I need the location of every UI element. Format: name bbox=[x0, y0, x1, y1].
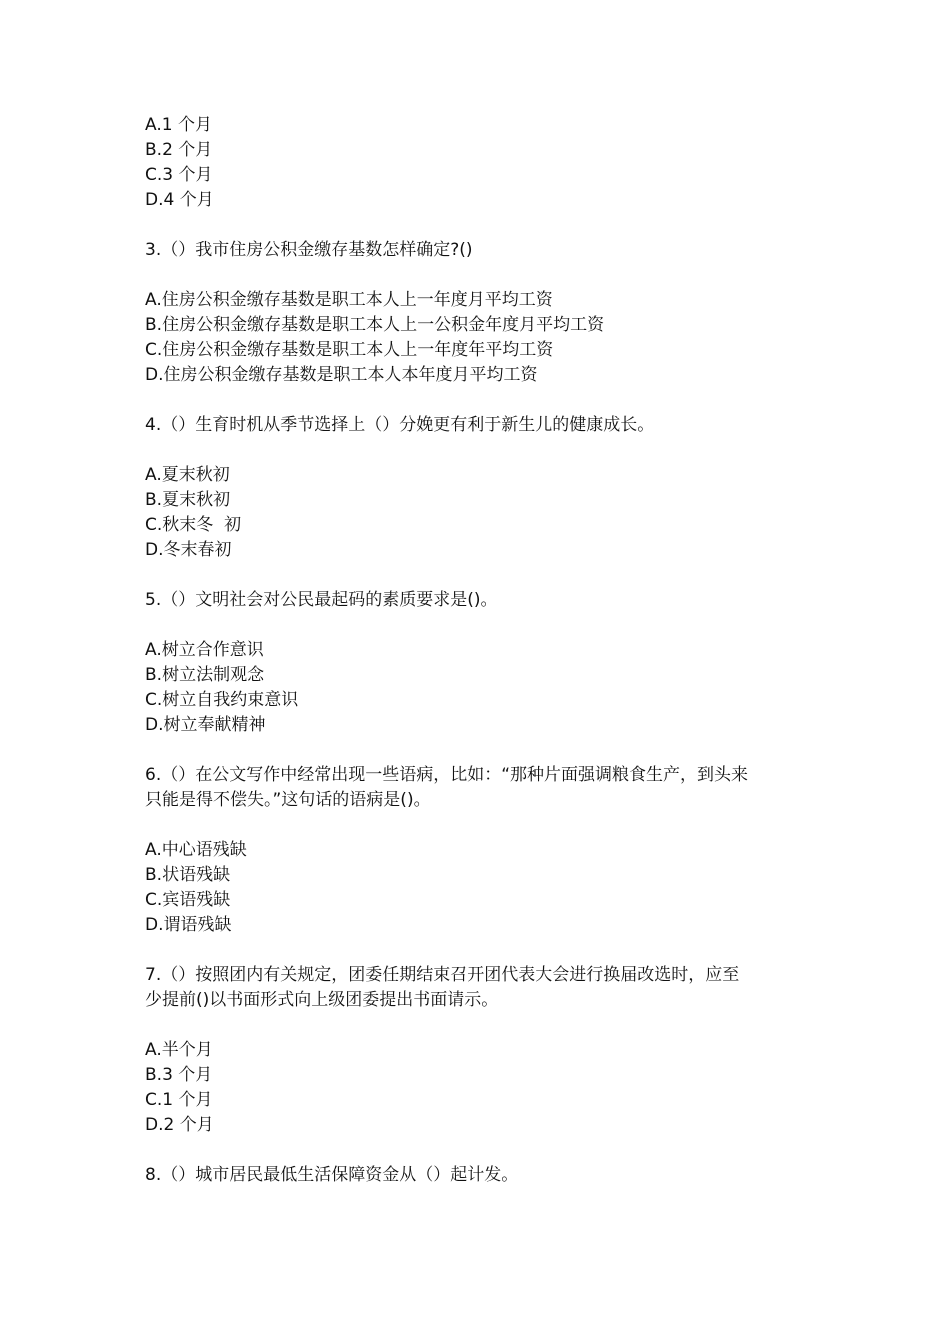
spacer bbox=[145, 813, 815, 838]
option-d: D.2 个月 bbox=[145, 1115, 214, 1135]
question-8: 8.（）城市居民最低生活保障资金从（）起计发。 bbox=[145, 1165, 519, 1185]
option-c: C.秋末冬 初 bbox=[145, 515, 242, 535]
option-b: B.状语残缺 bbox=[145, 865, 231, 885]
option-a: A.夏末秋初 bbox=[145, 465, 230, 485]
option-b: B.2 个月 bbox=[145, 140, 213, 160]
question-list bbox=[145, 113, 815, 1188]
question-6 bbox=[145, 763, 815, 813]
question-line: 6.（）在公文写作中经常出现一些语病，比如：“那种片面强调粮食生产，到头来 bbox=[145, 765, 749, 785]
option-b: B.树立法制观念 bbox=[145, 665, 265, 685]
spacer bbox=[145, 1138, 815, 1163]
question-line: 7.（）按照团内有关规定，团委任期结束召开团代表大会进行换届改选时，应至 bbox=[145, 965, 740, 985]
option-c: C.住房公积金缴存基数是职工本人上一年度年平均工资 bbox=[145, 340, 554, 360]
spacer bbox=[145, 563, 815, 588]
spacer bbox=[145, 613, 815, 638]
spacer bbox=[145, 738, 815, 763]
option-d: D.冬末春初 bbox=[145, 540, 232, 560]
options-q3 bbox=[145, 288, 815, 388]
spacer bbox=[145, 938, 815, 963]
options-q2 bbox=[145, 113, 815, 213]
question-4: 4.（）生育时机从季节选择上（）分娩更有利于新生儿的健康成长。 bbox=[145, 415, 655, 435]
option-b: B.夏末秋初 bbox=[145, 490, 231, 510]
option-d: D.谓语残缺 bbox=[145, 915, 232, 935]
option-b: B.住房公积金缴存基数是职工本人上一公积金年度月平均工资 bbox=[145, 315, 605, 335]
option-c: C.3 个月 bbox=[145, 165, 213, 185]
question-line: 只能是得不偿失。”这句话的语病是()。 bbox=[145, 790, 431, 810]
option-a: A.半个月 bbox=[145, 1040, 213, 1060]
option-b: B.3 个月 bbox=[145, 1065, 213, 1085]
option-d: D.住房公积金缴存基数是职工本人本年度月平均工资 bbox=[145, 365, 538, 385]
option-c: C.1 个月 bbox=[145, 1090, 213, 1110]
question-line: 少提前()以书面形式向上级团委提出书面请示。 bbox=[145, 990, 499, 1010]
spacer bbox=[145, 438, 815, 463]
options-q7 bbox=[145, 1038, 815, 1138]
option-a: A.中心语残缺 bbox=[145, 840, 247, 860]
options-q5 bbox=[145, 638, 815, 738]
spacer bbox=[145, 213, 815, 238]
spacer bbox=[145, 1013, 815, 1038]
option-c: C.宾语残缺 bbox=[145, 890, 231, 910]
question-5: 5.（）文明社会对公民最起码的素质要求是()。 bbox=[145, 590, 498, 610]
option-a: A.树立合作意识 bbox=[145, 640, 264, 660]
question-7 bbox=[145, 963, 815, 1013]
option-a: A.1 个月 bbox=[145, 115, 212, 135]
option-d: D.树立奉献精神 bbox=[145, 715, 266, 735]
spacer bbox=[145, 388, 815, 413]
spacer bbox=[145, 263, 815, 288]
option-d: D.4 个月 bbox=[145, 190, 214, 210]
option-a: A.住房公积金缴存基数是职工本人上一年度月平均工资 bbox=[145, 290, 553, 310]
option-c: C.树立自我约束意识 bbox=[145, 690, 299, 710]
options-q6 bbox=[145, 838, 815, 938]
question-3: 3.（）我市住房公积金缴存基数怎样确定?() bbox=[145, 240, 473, 260]
options-q4 bbox=[145, 463, 815, 563]
